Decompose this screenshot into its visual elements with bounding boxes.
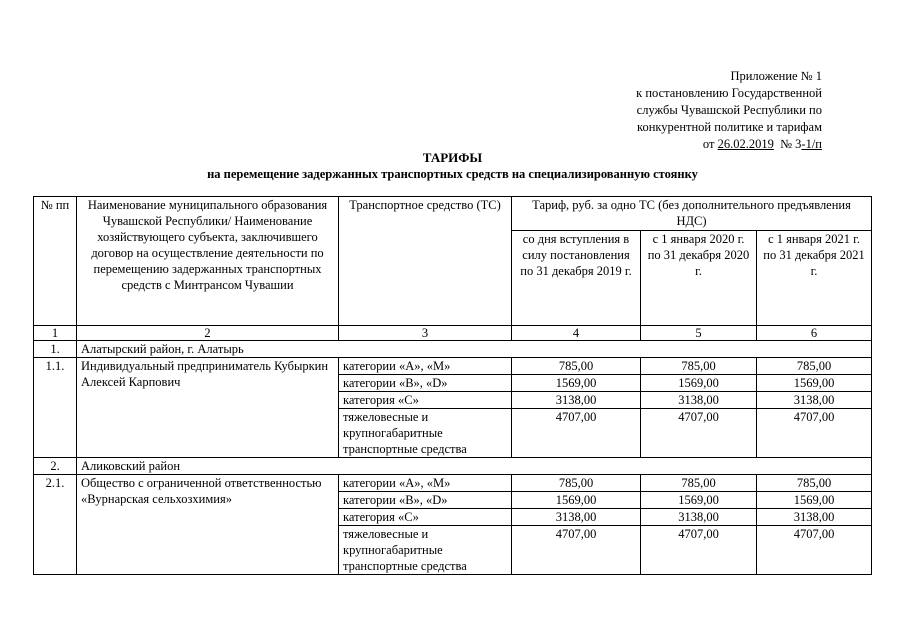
vehicle-category: категория «С» [339,392,512,409]
section-name: Аликовский район [77,458,872,475]
tariff-value: 4707,00 [641,409,757,458]
table-row [34,475,872,492]
tariff-value: 1569,00 [512,375,641,392]
section-name: Алатырский район, г. Алатырь [77,341,872,358]
appendix-number-prefix: № 3 [780,137,802,151]
tariff-value: 1569,00 [512,492,641,509]
tariff-value: 4707,00 [757,409,872,458]
section-row [34,458,872,475]
header-name: Наименование муниципального образования Чувашской Республики/ Наименование хозяйствующего субъекта, заключившего договор на осуществление деятельности по перемещению задержанных транспортных средств с Минтрансом Чувашии [77,197,339,326]
header-period-3: с 1 января 2021 г. по 31 декабря 2021 г. [757,231,872,326]
entity-name: Индивидуальный предприниматель Кубыркин Алексей Карпович [77,358,339,458]
tariff-value: 3138,00 [512,509,641,526]
tariff-value: 3138,00 [757,509,872,526]
header-tariff: Тариф, руб. за одно ТС (без дополнительного предъявления НДС) [512,197,872,231]
appendix-number-suffix: -1/п [801,137,822,151]
tariff-value: 3138,00 [512,392,641,409]
section-number: 2. [34,458,77,475]
appendix-line-3: службы Чувашской Республики по [636,103,822,117]
header-period-2: с 1 января 2020 г. по 31 декабря 2020 г. [641,231,757,326]
section-number: 1. [34,341,77,358]
header-vehicle: Транспортное средство (ТС) [339,197,512,326]
tariff-value: 785,00 [757,475,872,492]
header-row-1 [34,197,872,231]
document-subtitle: на перемещение задержанных транспортных средств на специализированную стоянку [207,167,698,181]
entity-name: Общество с ограниченной ответственностью «Вурнарская сельхозхимия» [77,475,339,575]
tariff-value: 785,00 [757,358,872,375]
appendix-line-1: Приложение № 1 [730,69,822,83]
tariff-value: 1569,00 [641,375,757,392]
header-num: № пп [34,197,77,326]
appendix-date: 26.02.2019 [717,137,774,151]
vehicle-category: категории «А», «М» [339,358,512,375]
appendix-line-4: конкурентной политике и тарифам [637,120,822,134]
tariff-value: 4707,00 [512,409,641,458]
column-number-row [34,326,872,341]
vehicle-category: категория «С» [339,509,512,526]
tariff-value: 3138,00 [641,392,757,409]
entity-number: 2.1. [34,475,77,575]
tariff-value: 785,00 [641,475,757,492]
tariff-value: 4707,00 [512,526,641,575]
vehicle-category: тяжеловесные и крупногабаритные транспортные средства [339,409,512,458]
header-period-1: со дня вступления в силу постановления по 31 декабря 2019 г. [512,231,641,326]
tariff-value: 785,00 [512,475,641,492]
column-number: 6 [757,326,872,341]
entity-number: 1.1. [34,358,77,458]
column-number: 2 [77,326,339,341]
tariff-value: 3138,00 [641,509,757,526]
tariff-table [33,196,872,575]
appendix-date-prefix: от [702,137,715,151]
tariff-value: 1569,00 [757,375,872,392]
tariff-value: 4707,00 [757,526,872,575]
vehicle-category: категории «В», «D» [339,492,512,509]
column-number: 5 [641,326,757,341]
appendix-line-2: к постановлению Государственной [636,86,822,100]
vehicle-category: категории «В», «D» [339,375,512,392]
tariff-value: 4707,00 [641,526,757,575]
tariff-value: 3138,00 [757,392,872,409]
column-number: 1 [34,326,77,341]
tariff-value: 1569,00 [641,492,757,509]
tariff-value: 785,00 [641,358,757,375]
tariff-value: 1569,00 [757,492,872,509]
appendix-block [562,68,822,153]
vehicle-category: категории «А», «М» [339,475,512,492]
tariff-value: 785,00 [512,358,641,375]
column-number: 4 [512,326,641,341]
vehicle-category: тяжеловесные и крупногабаритные транспортные средства [339,526,512,575]
section-row [34,341,872,358]
document-title: ТАРИФЫ [422,150,483,165]
table-row [34,358,872,375]
column-number: 3 [339,326,512,341]
